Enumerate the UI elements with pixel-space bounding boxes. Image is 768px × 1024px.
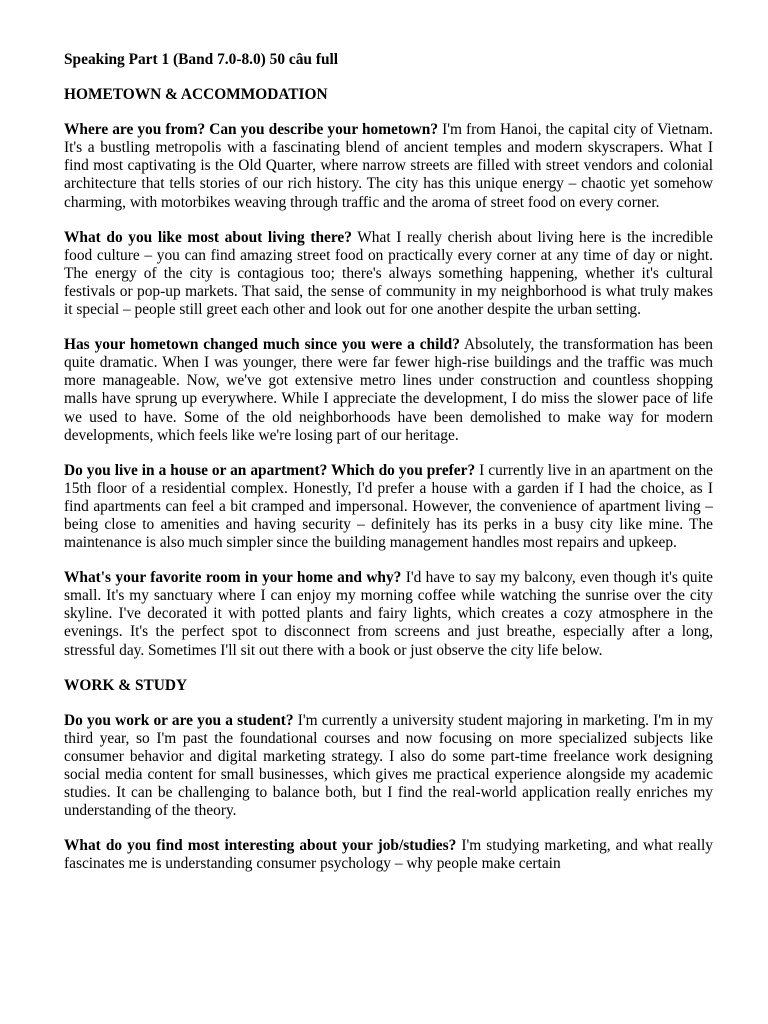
qa-paragraph: [64, 712, 713, 821]
qa-paragraph: [64, 837, 713, 873]
question-text: Where are you from? Can you describe your hometown?: [64, 121, 439, 139]
qa-paragraph: [64, 229, 713, 319]
document-page: [64, 51, 713, 890]
answer-text: I'm from Hanoi, the capital city of Vietnam. It's a bustling metropolis with a fascinating blend of ancient temples and modern skyscrapers. What I find most captivating is the Old Quarter, where narrow streets are filled with street vendors and colonial architecture that tells stories of our rich history. The city has this unique energy – chaotic yet somehow charming, with motorbikes weaving through traffic and the aroma of street food on every corner.: [64, 121, 713, 211]
question-text: Do you live in a house or an apartment? Which do you prefer?: [64, 461, 476, 479]
question-text: Has your hometown changed much since you were a child?: [64, 336, 460, 354]
document-title: Speaking Part 1 (Band 7.0-8.0) 50 câu full: [64, 51, 339, 68]
section-heading-hometown: HOMETOWN & ACCOMMODATION: [64, 86, 328, 104]
question-text: What's your favorite room in your home and why?: [64, 569, 402, 587]
answer-text: I currently live in an apartment on the 15th floor of a residential complex. Honestly, I'd prefer a house with a garden if I had the choice, as I find apartments can feel a bit cramped and impersonal. However, the convenience of apartment living – being close to amenities and having security – definitely has its perks in a busy city like mine. The maintenance is also much simpler since the building management handles most repairs and upkeep.: [64, 461, 713, 552]
answer-text: What I really cherish about living here is the incredible food culture – you can find amazing street food on practically every corner at any time of day or night. The energy of the city is contagious too; there's always something happening, whether it's cultural festivals or pop-up markets. That said, the sense of community in my neighborhood is what truly makes it special – people still greet each other and look out for one another despite the urban setting.: [64, 228, 713, 319]
question-text: What do you find most interesting about your job/studies?: [64, 837, 457, 855]
qa-paragraph: [64, 569, 713, 659]
question-text: What do you like most about living there?: [64, 228, 352, 246]
answer-text: I'm currently a university student majoring in marketing. I'm in my third year, so I'm past the foundational courses and now focusing on more specialized subjects like consumer behavior and digital marketing strategy. I also do some part-time freelance work designing social media content for small businesses, which gives me practical experience alongside my academic studies. It can be challenging to balance both, but I find the real-world application really enriches my understanding of the theory.: [64, 711, 714, 820]
qa-paragraph: [64, 121, 713, 211]
answer-text: I'm studying marketing, and what really fascinates me is understanding consumer psychology – why people make certain: [64, 837, 713, 873]
question-text: Do you work or are you a student?: [64, 711, 294, 729]
qa-paragraph: [64, 336, 713, 445]
answer-text: I'd have to say my balcony, even though it's quite small. It's my sanctuary where I can enjoy my morning coffee while watching the sunrise over the city skyline. I've decorated it with potted plants and fairy lights, which creates a cozy atmosphere in the evenings. It's the perfect spot to disconnect from screens and just breathe, especially after a long, stressful day. Sometimes I'll sit out there with a book or just observe the city life below.: [64, 569, 714, 659]
section-heading-work-study: WORK & STUDY: [64, 676, 188, 694]
qa-paragraph: [64, 462, 713, 552]
answer-text: Absolutely, the transformation has been quite dramatic. When I was younger, there were far fewer high-rise buildings and the traffic was much more manageable. Now, we've got extensive metro lines under construction and countless shopping malls have sprung up everywhere. While I appreciate the development, I do miss the slower pace of life we used to have. Some of the old neighborhoods have been demolished to make way for modern developments, which feels like we're losing part of our heritage.: [64, 336, 713, 444]
